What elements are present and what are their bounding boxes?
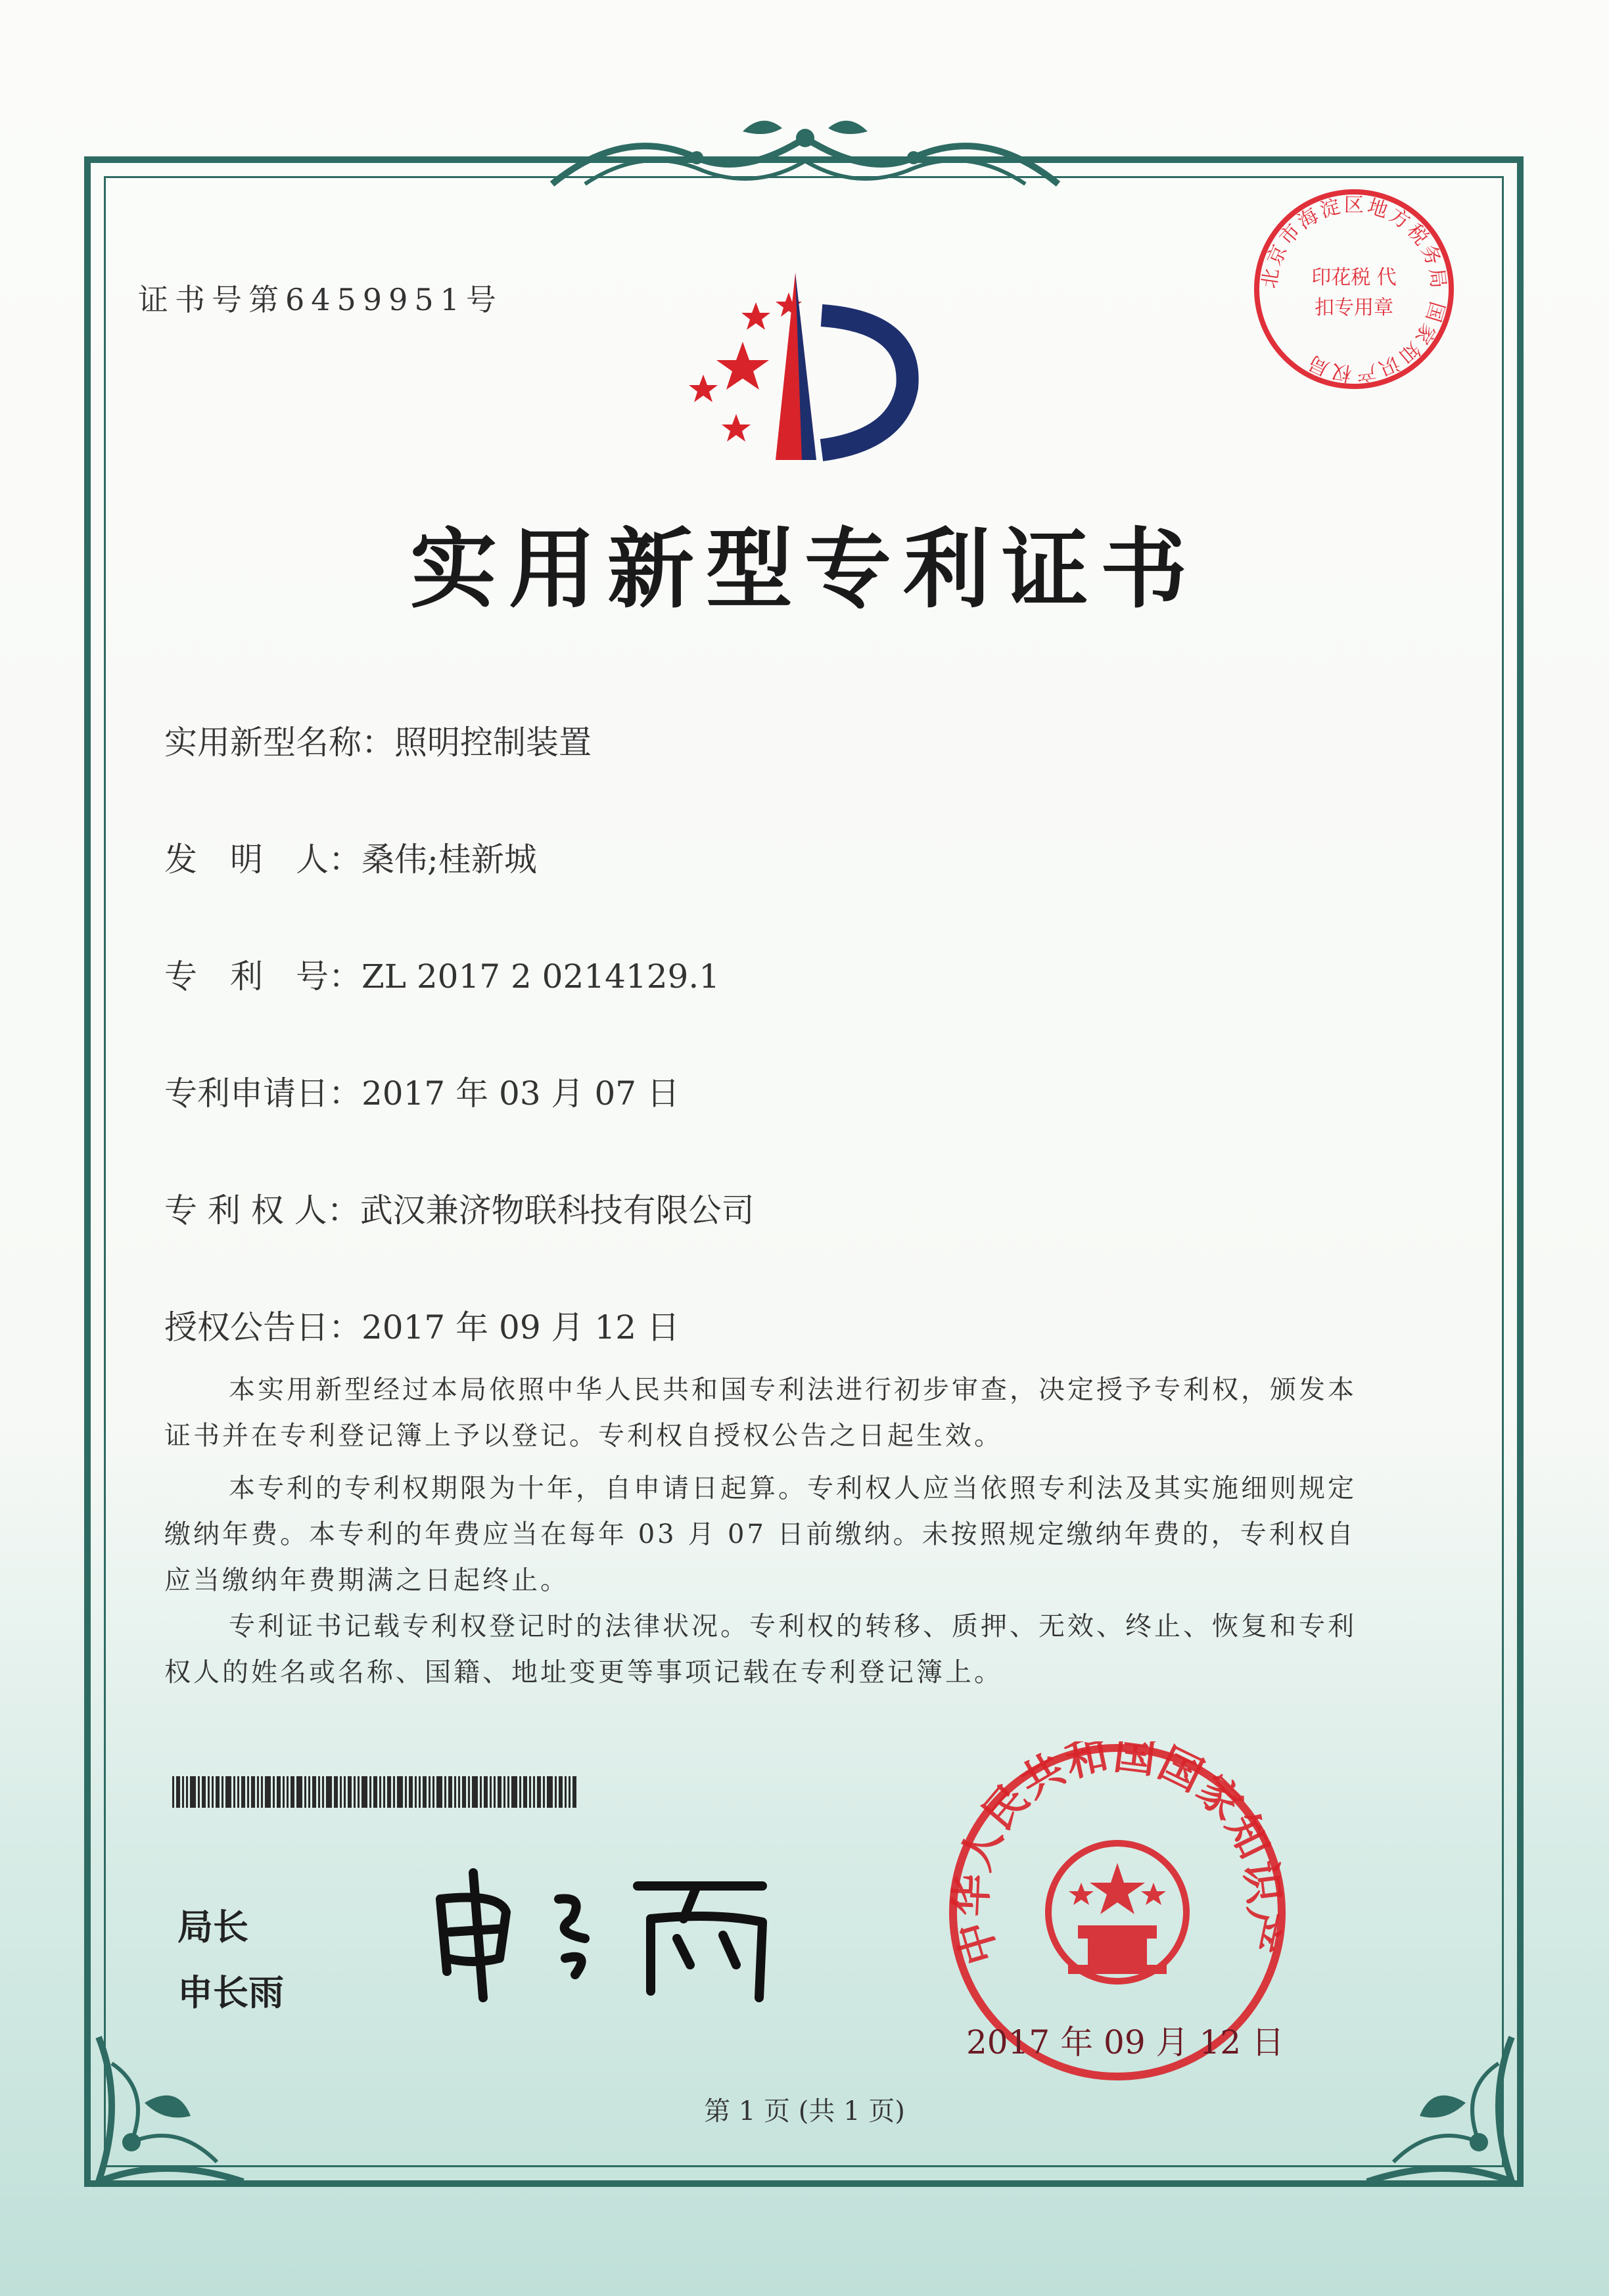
logo-star-small-3 — [689, 375, 718, 402]
barcode-bar — [511, 1776, 517, 1808]
barcode-bar — [247, 1776, 249, 1808]
barcode-bar — [405, 1776, 407, 1808]
barcode-bar — [448, 1776, 452, 1808]
inner-border — [104, 176, 1504, 2167]
barcode-bar — [415, 1776, 417, 1808]
barcode-bar — [182, 1776, 184, 1808]
barcode-bar — [291, 1776, 294, 1808]
barcode-bar — [208, 1776, 210, 1808]
barcode-bar — [484, 1776, 488, 1808]
barcode-bar — [572, 1776, 576, 1808]
utility-model-name-label: 实用新型名称： — [164, 723, 394, 762]
inventors-label: 发 明 人： — [164, 840, 361, 879]
barcode-bar — [490, 1776, 492, 1808]
barcode-bar — [216, 1776, 220, 1808]
grant-date-value: 2017 年 09 月 12 日 — [361, 1308, 680, 1346]
barcode-bar — [202, 1776, 206, 1808]
official-seal-ring-text: 中华人民共和国国家知识产 — [946, 1741, 1288, 1970]
barcode-bar — [176, 1776, 180, 1808]
barcode-bar — [397, 1776, 403, 1808]
barcode-bar — [555, 1776, 557, 1808]
tax-stamp — [1252, 187, 1456, 391]
barcode-bar — [340, 1776, 342, 1808]
utility-model-name-row — [164, 716, 592, 764]
barcode-bar — [423, 1776, 427, 1808]
barcode-bar — [432, 1776, 434, 1808]
barcode-bar — [533, 1776, 535, 1808]
barcode-bar — [190, 1776, 196, 1808]
page-indicator: 第 1 页 (共 1 页) — [704, 2096, 905, 2126]
top-ornament — [546, 112, 1065, 204]
tax-stamp-center-text: 印花税 代扣专用章 — [1311, 266, 1397, 319]
barcode — [172, 1776, 580, 1808]
barcode-bar — [257, 1776, 259, 1808]
grant-date-label: 授权公告日： — [164, 1308, 361, 1346]
barcode-bar — [273, 1776, 275, 1808]
barcode-bar — [296, 1776, 302, 1808]
barcode-bar — [472, 1776, 478, 1808]
barcode-bar — [326, 1776, 332, 1808]
barcode-bar — [537, 1776, 541, 1808]
barcode-bar — [304, 1776, 306, 1808]
barcode-bar — [198, 1776, 200, 1808]
barcode-bar — [498, 1776, 501, 1808]
document-title: 实用新型专利证书 — [410, 518, 1199, 620]
barcode-bar — [494, 1776, 496, 1808]
barcode-bar — [454, 1776, 456, 1808]
national-emblem — [1048, 1843, 1186, 1981]
barcode-bar — [519, 1776, 521, 1808]
certificate-number: 证书号第6459951号 — [138, 282, 503, 317]
barcode-bar — [383, 1776, 385, 1808]
barcode-bar — [358, 1776, 360, 1808]
cnipa-logo — [664, 263, 940, 467]
patent-number-row — [164, 950, 720, 998]
application-date-row — [164, 1067, 680, 1114]
barcode-bar — [468, 1776, 470, 1808]
barcode-bar — [393, 1776, 395, 1808]
barcode-bar — [523, 1776, 527, 1808]
patent-number-value: ZL 2017 2 0214129.1 — [361, 957, 720, 996]
logo-star-small-1 — [741, 302, 770, 330]
barcode-bar — [277, 1776, 281, 1808]
director-name: 申长雨 — [177, 1972, 284, 2013]
barcode-bar — [373, 1776, 377, 1808]
paragraph-legal-status: 专利证书记载专利权登记时的法律状况。专利权的转移、质押、无效、终止、恢复和专利权人的姓名或名称、国籍、地址变更等事项记载在专利登记簿上。 — [164, 1611, 1357, 1688]
logo-star-small-4 — [722, 414, 751, 442]
barcode-bar — [334, 1776, 338, 1808]
barcode-bar — [251, 1776, 255, 1808]
barcode-bar — [480, 1776, 482, 1808]
barcode-bar — [233, 1776, 235, 1808]
barcode-bar — [569, 1776, 571, 1808]
paragraph-grant: 本实用新型经过本局依照中华人民共和国专利法进行初步审查，决定授予专利权，颁发本证书并在专利登记簿上予以登记。专利权自授权公告之日起生效。 — [164, 1375, 1357, 1451]
grant-date-row — [164, 1301, 680, 1348]
barcode-bar — [222, 1776, 223, 1808]
barcode-bar — [308, 1776, 310, 1808]
patentee-label: 专 利 权 人： — [164, 1191, 360, 1229]
barcode-bar — [419, 1776, 421, 1808]
barcode-bar — [172, 1776, 174, 1808]
barcode-bar — [458, 1776, 460, 1808]
barcode-bar — [287, 1776, 289, 1808]
inventors-value: 桑伟;桂新城 — [361, 840, 537, 879]
barcode-bar — [318, 1776, 320, 1808]
barcode-bar — [237, 1776, 239, 1808]
barcode-bar — [348, 1776, 352, 1808]
patent-number-label: 专 利 号： — [164, 957, 361, 996]
barcode-bar — [387, 1776, 391, 1808]
barcode-bar — [529, 1776, 531, 1808]
barcode-bar — [186, 1776, 188, 1808]
barcode-bar — [543, 1776, 545, 1808]
barcode-bar — [261, 1776, 263, 1808]
utility-model-name-value: 照明控制装置 — [394, 723, 592, 762]
director-title: 局长 — [177, 1906, 248, 1948]
inventors-row — [164, 833, 537, 881]
barcode-bar — [565, 1776, 567, 1808]
barcode-bar — [429, 1776, 431, 1808]
barcode-bar — [462, 1776, 466, 1808]
barcode-bar — [444, 1776, 446, 1808]
barcode-bar — [344, 1776, 346, 1808]
barcode-bar — [436, 1776, 442, 1808]
barcode-bar — [559, 1776, 563, 1808]
application-date-label: 专利申请日： — [164, 1074, 361, 1113]
barcode-bar — [547, 1776, 553, 1808]
barcode-bar — [369, 1776, 371, 1808]
barcode-bar — [265, 1776, 271, 1808]
official-seal-date: 2017 年 09 月 12 日 — [966, 2023, 1284, 2061]
director-signature — [421, 1860, 789, 2011]
barcode-bar — [503, 1776, 505, 1808]
paragraph-term: 本专利的专利权期限为十年，自申请日起算。专利权人应当依照专利法及其实施细则规定缴纳年费。本专利的年费应当在每年 03 月 07 日前缴纳。未按照规定缴纳年费的，专利权自应当缴纳年费期满之日起终止。 — [164, 1473, 1357, 1596]
barcode-bar — [354, 1776, 356, 1808]
barcode-bar — [361, 1776, 367, 1808]
barcode-bar — [507, 1776, 509, 1808]
barcode-bar — [409, 1776, 413, 1808]
barcode-bar — [312, 1776, 316, 1808]
patentee-value: 武汉兼济物联科技有限公司 — [360, 1191, 755, 1229]
barcode-bar — [241, 1776, 245, 1808]
barcode-bar — [379, 1776, 381, 1808]
barcode-bar — [225, 1776, 231, 1808]
patentee-row — [164, 1184, 755, 1231]
barcode-bar — [212, 1776, 214, 1808]
barcode-bar — [283, 1776, 285, 1808]
logo-star-large — [716, 342, 769, 390]
tax-stamp-ring-text: 北京市海淀区地方税务局 国家知识产权局 — [1258, 193, 1450, 385]
barcode-bar — [322, 1776, 324, 1808]
application-date-value: 2017 年 03 月 07 日 — [361, 1074, 680, 1113]
